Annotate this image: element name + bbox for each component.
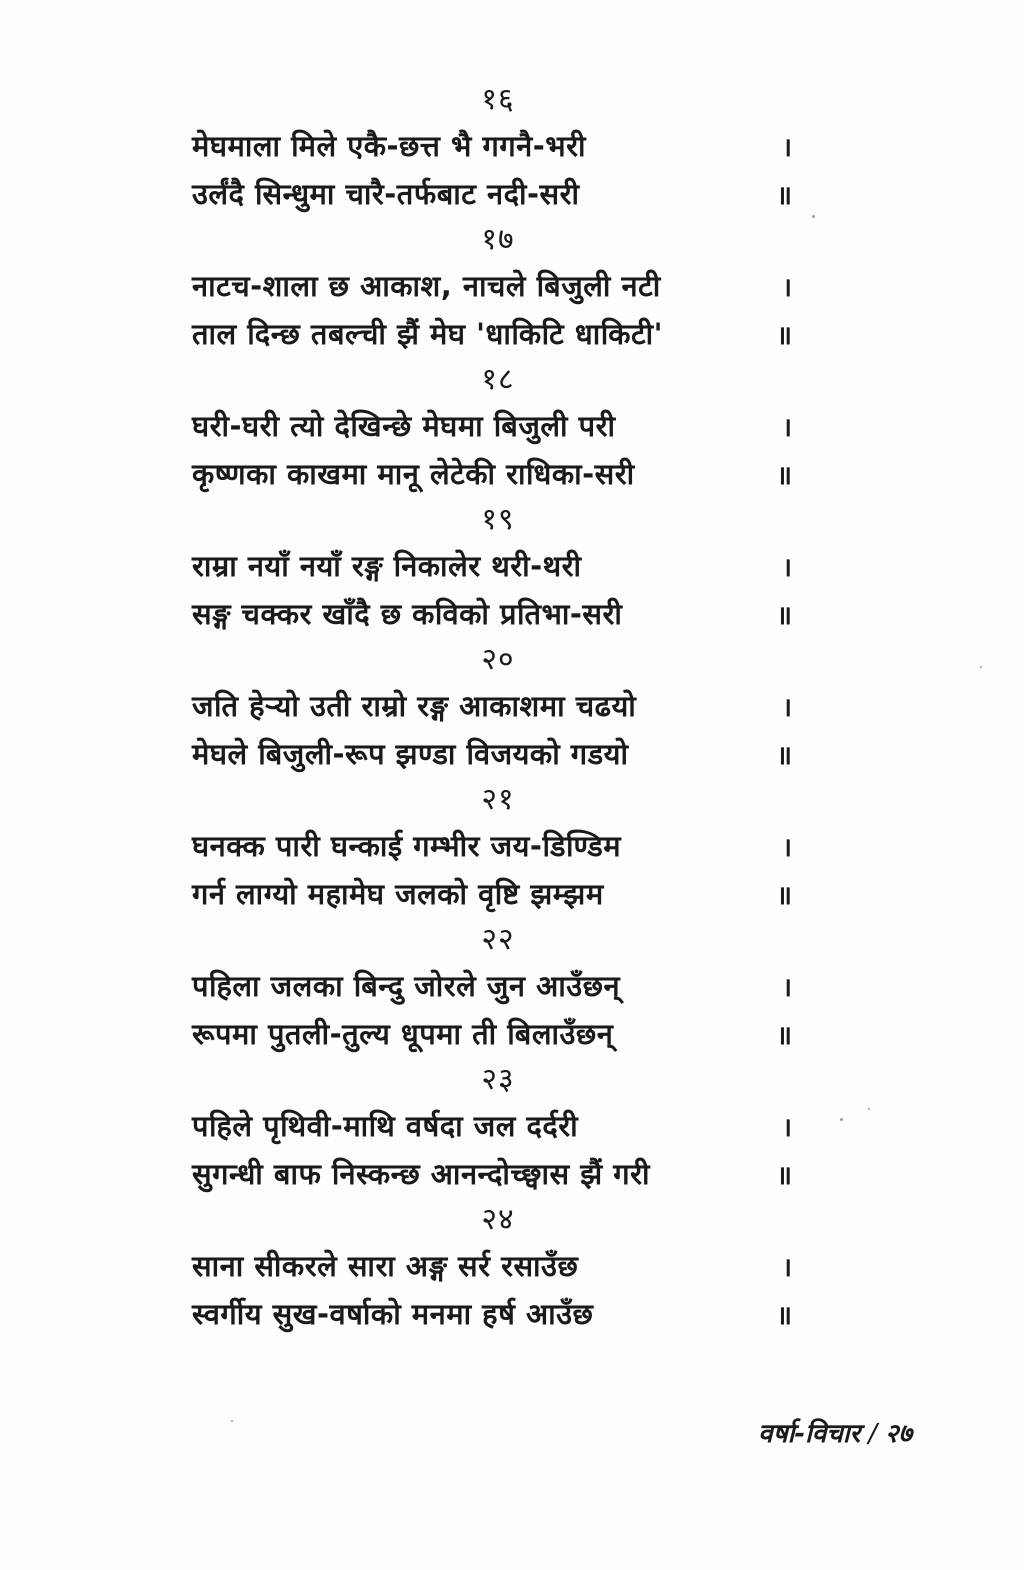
verse-line-2 (192, 870, 792, 918)
verse-text: उर्लंदै सिन्धुमा चारै-तर्फबाट नदी-सरी (192, 177, 580, 211)
scan-speck (840, 1118, 843, 1121)
double-danda-mark: ॥ (776, 321, 792, 351)
verse-number: १८ (481, 362, 515, 397)
danda-mark: । (782, 1253, 792, 1283)
verse-line-2 (192, 450, 792, 498)
danda-mark: । (782, 973, 792, 1003)
double-danda-mark: ॥ (776, 1301, 792, 1331)
double-danda-mark: ॥ (776, 1161, 792, 1191)
verse-line-1 (192, 962, 792, 1010)
verse-line-1 (192, 1242, 792, 1290)
verse-line-2 (192, 1290, 792, 1338)
verse-line-1 (192, 262, 792, 310)
verse-text: स्वर्गीय सुख-वर्षाको मनमा हर्ष आउँछ (192, 1297, 594, 1331)
danda-mark: । (782, 553, 792, 583)
verse-text: पहिला जलका बिन्दु जोरले जुन आउँछन् (192, 969, 621, 1003)
verse-line-2 (192, 310, 792, 358)
verse-block (192, 918, 792, 1058)
verse-line-1 (192, 682, 792, 730)
verse-block (192, 1198, 792, 1338)
verse-text: रूपमा पुतली-तुल्य धूपमा ती बिलाउँछन् (192, 1017, 614, 1051)
verse-text: मेघले बिजुली-रूप झण्डा विजयको गडयो (192, 737, 629, 771)
page-number: २७ (884, 1419, 912, 1449)
footer-separator: / (868, 1419, 877, 1449)
verse-line-2 (192, 590, 792, 638)
verse-line-1 (192, 1102, 792, 1150)
verse-block (192, 778, 792, 918)
verse-block (192, 218, 792, 358)
danda-mark: । (782, 833, 792, 863)
danda-mark: । (782, 693, 792, 723)
verse-line-1 (192, 542, 792, 590)
verse-number: २२ (481, 922, 515, 957)
double-danda-mark: ॥ (776, 601, 792, 631)
verse-text: साना सीकरले सारा अङ्ग सर्र रसाउँछ (192, 1249, 579, 1283)
verse-number: १६ (481, 82, 515, 117)
verse-line-2 (192, 1150, 792, 1198)
scan-speck (980, 666, 982, 668)
verse-block (192, 498, 792, 638)
verse-text: जति हेऱ्यो उती राम्रो रङ्ग आकाशमा चढयो (192, 689, 637, 723)
double-danda-mark: ॥ (776, 1021, 792, 1051)
danda-mark: । (782, 1113, 792, 1143)
verse-block (192, 638, 792, 778)
verse-line-1 (192, 402, 792, 450)
danda-mark: । (782, 273, 792, 303)
verse-number: १७ (481, 222, 515, 257)
verse-line-1 (192, 822, 792, 870)
verse-line-2 (192, 730, 792, 778)
poem-verses (192, 78, 792, 1338)
double-danda-mark: ॥ (776, 461, 792, 491)
scan-speck (231, 1420, 233, 1422)
verse-number: २० (481, 642, 515, 677)
verse-block (192, 1058, 792, 1198)
page-footer (758, 1414, 912, 1450)
verse-text: राम्रा नयाँ नयाँ रङ्ग निकालेर थरी-थरी (192, 549, 582, 583)
verse-text: गर्न लाग्यो महामेघ जलको वृष्टि झम्झम (192, 877, 604, 911)
danda-mark: । (782, 413, 792, 443)
scan-speck (812, 215, 815, 218)
verse-text: कृष्णका काखमा मानू लेटेकी राधिका-सरी (192, 457, 635, 491)
verse-number: १९ (481, 502, 515, 537)
double-danda-mark: ॥ (776, 881, 792, 911)
scan-speck (868, 1108, 870, 1110)
verse-block (192, 78, 792, 218)
verse-text: नाटच-शाला छ आकाश, नाचले बिजुली नटी (192, 269, 661, 303)
double-danda-mark: ॥ (776, 741, 792, 771)
verse-block (192, 358, 792, 498)
chapter-title: वर्षा-विचार (758, 1419, 861, 1449)
verse-line-2 (192, 170, 792, 218)
verse-number: २३ (481, 1062, 515, 1097)
verse-text: सङ्ग चक्कर खाँदै छ कविको प्रतिभा-सरी (192, 597, 623, 631)
verse-text: घरी-घरी त्यो देखिन्छे मेघमा बिजुली परी (192, 409, 616, 443)
verse-line-1 (192, 122, 792, 170)
verse-text: ताल दिन्छ तबल्ची झैं मेघ 'धाकिटि धाकिटी' (192, 317, 664, 351)
verse-line-2 (192, 1010, 792, 1058)
verse-text: घनक्क पारी घन्काई गम्भीर जय-डिण्डिम (192, 829, 622, 863)
verse-text: सुगन्धी बाफ निस्कन्छ आनन्दोच्छ्वास झैं गरी (192, 1157, 650, 1191)
double-danda-mark: ॥ (776, 181, 792, 211)
verse-number: २१ (481, 782, 515, 817)
verse-text: पहिले पृथिवी-माथि वर्षदा जल दर्दरी (192, 1109, 579, 1143)
verse-text: मेघमाला मिले एकै-छत्त भै गगनै-भरी (192, 129, 587, 163)
verse-number: २४ (481, 1202, 515, 1237)
danda-mark: । (782, 133, 792, 163)
